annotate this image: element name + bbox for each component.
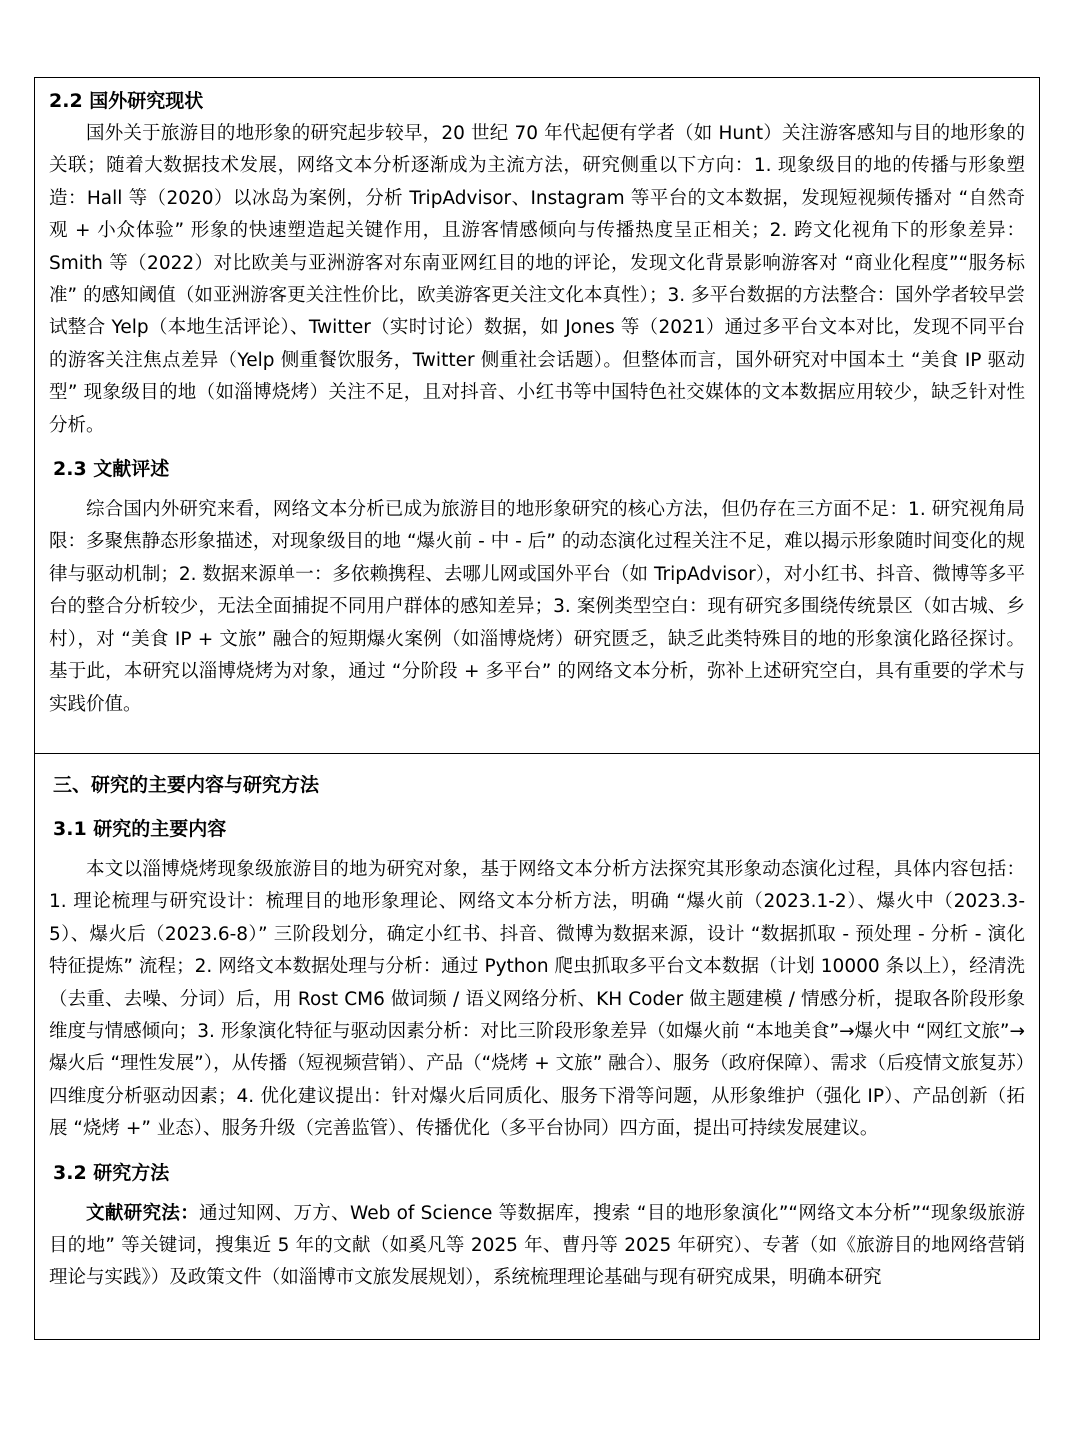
method-lead-label: 文献研究法： bbox=[86, 1202, 200, 1224]
section-body-3-2 bbox=[49, 1198, 1025, 1295]
section-heading-2-3: 2.3 文献评述 bbox=[53, 458, 170, 481]
section-body-2-2: 国外关于旅游目的地形象的研究起步较早，20 世纪 70 年代起便有学者（如 Hunt）关注游客感知与目的地形象的关联；随着大数据技术发展，网络文本分析逐渐成为主流方法，研究侧重以下方向：1. 现象级目的地的传播与形象塑造：Hall 等（2020）以冰岛为案例，分析 TripAdvisor、Instagram 等平台的文本数据，发现短视频传播对 “自然奇观 + 小众体验” 形象的快速塑造起关键作用，且游客情感倾向与传播热度呈正相关；2. 跨文化视角下的形象差异：Smith 等（2022）对比欧美与亚洲游客对东南亚网红目的地的评论，发现文化背景影响游客对 “商业化程度”“服务标准” 的感知阈值（如亚洲游客更关注性价比，欧美游客更关注文化本真性）；3. 多平台数据的方法整合：国外学者较早尝试整合 Yelp（本地生活评论）、Twitter（实时讨论）数据，如 Jones 等（2021）通过多平台文本对比，发现不同平台的游客关注焦点差异（Yelp 侧重餐饮服务，Twitter 侧重社会话题）。但整体而言，国外研究对中国本土 “美食 IP 驱动型” 现象级目的地（如淄博烧烤）关注不足，且对抖音、小红书等中国特色社交媒体的文本数据应用较少，缺乏针对性分析。 bbox=[49, 123, 1025, 436]
section-heading-3-1: 3.1 研究的主要内容 bbox=[53, 818, 227, 840]
literature-review-cell bbox=[35, 78, 1039, 754]
section-body-3-1: 本文以淄博烧烤现象级旅游目的地为研究对象，基于网络文本分析方法探究其形象动态演化过程，具体内容包括：1. 理论梳理与研究设计：梳理目的地形象理论、网络文本分析方法，明确 “爆火前（2023.1-2）、爆火中（2023.3-5）、爆火后（2023.6-8）” 三阶段划分，确定小红书、抖音、微博为数据来源，设计 “数据抓取 - 预处理 - 分析 - 演化特征提炼” 流程；2. 网络文本数据处理与分析：通过 Python 爬虫抓取多平台文本数据（计划 10000 条以上），经清洗（去重、去噪、分词）后，用 Rost CM6 做词频 / 语义网络分析、KH Coder 做主题建模 / 情感分析，提取各阶段形象维度与情感倾向；3. 形象演化特征与驱动因素分析：对比三阶段形象差异（如爆火前 “本地美食”→爆火中 “网红文旅”→爆火后 “理性发展”），从传播（短视频营销）、产品（“烧烤 + 文旅” 融合）、服务（政府保障）、需求（后疫情文旅复苏）四维度分析驱动因素；4. 优化建议提出：针对爆火后同质化、服务下滑等问题，从形象维护（强化 IP）、产品创新（拓展 “烧烤 +” 业态）、服务升级（完善监管）、传播优化（多平台协同）四方面，提出可持续发展建议。 bbox=[49, 859, 1025, 1140]
section-heading-3-2: 3.2 研究方法 bbox=[53, 1161, 170, 1184]
method-body-text: 通过知网、万方、Web of Science 等数据库，搜索 “目的地形象演化”“网络文本分析”“现象级旅游目的地” 等关键词，搜集近 5 年的文献（如奚凡等 2025 年、曹丹等 2025 年研究）、专著（如《旅游目的地网络营销理论与实践》）及政策文件（如淄博市文旅发展规划），系统梳理理论基础与现有研究成果，明确本研究 bbox=[49, 1202, 1025, 1289]
research-content-cell bbox=[35, 754, 1039, 1339]
section-heading-3: 三、研究的主要内容与研究方法 bbox=[53, 774, 320, 796]
section-heading-2-2: 2.2 国外研究现状 bbox=[49, 90, 204, 112]
section-body-2-3: 综合国内外研究来看，网络文本分析已成为旅游目的地形象研究的核心方法，但仍存在三方面不足：1. 研究视角局限：多聚焦静态形象描述，对现象级目的地 “爆火前 - 中 - 后” 的动态演化过程关注不足，难以揭示形象随时间变化的规律与驱动机制；2. 数据来源单一：多依赖携程、去哪儿网或国外平台（如 TripAdvisor），对小红书、抖音、微博等多平台的整合分析较少，无法全面捕捉不同用户群体的感知差异；3. 案例类型空白：现有研究多围绕传统景区（如古城、乡村），对 “美食 IP + 文旅” 融合的短期爆火案例（如淄博烧烤）研究匮乏，缺乏此类特殊目的地的形象演化路径探讨。基于此，本研究以淄博烧烤为对象，通过 “分阶段 + 多平台” 的网络文本分析，弥补上述研究空白，具有重要的学术与实践价值。 bbox=[49, 499, 1025, 715]
proposal-table bbox=[34, 77, 1040, 1340]
